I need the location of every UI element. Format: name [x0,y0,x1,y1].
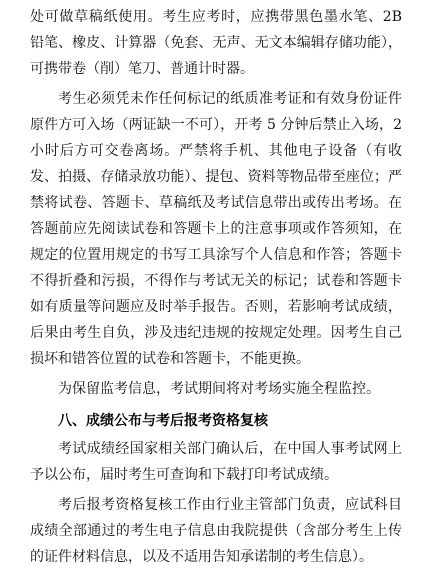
document-page [30,4,402,570]
paragraph-qualification-review: 考后报考资格复核工作由行业主管部门负责，应试科目成绩全部通过的考生电子信息由我院提供（含部分考生上传的证件材料信息，以及不适用告知承诺制的考生信息）。 [30,497,402,565]
paragraph-score-release: 考试成绩经国家相关部门确认后，在中国人事考试网上予以公布，届时考生可查询和下载打印考试成绩。 [30,441,402,483]
section-heading: 八、成绩公布与考后报考资格复核 [58,413,268,429]
paragraph-monitoring: 为保留监考信息，考试期间将对考场实施全程监控。 [58,381,380,397]
paragraph-admission-rules: 考生必须凭未作任何标记的纸质准考证和有效身份证件原件方可入场（两证缺一不可），开考 5 分钟后禁止入场，2 小时后方可交卷离场。严禁将手机、其他电子设备（有收发、拍摄、存储录放功能）、提包、资料等物品带至座位；严禁将试卷、答题卡、草稿纸及考试信息带出或传出考场。在答题前应先阅读试卷和答题卡上的注意事项或作答须知，在规定的位置用规定的书写工具涂写个人信息和作答；答题卡不得折叠和污损，不得作与考试无关的标记；试卷和答题卡如有质量等问题应及时举手报告。否则，若影响考试成绩，后果由考生自负，涉及违纪违规的按规定处理。因考生自己损坏和错答位置的试卷和答题卡，不能更换。 [30,91,402,367]
paragraph-exam-supplies: 处可做草稿纸使用。考生应考时，应携带黑色墨水笔、2B 铅笔、橡皮、计算器（免套、无声、无文本编辑存储功能），可携带卷（削）笔刀、普通计时器。 [30,9,402,77]
